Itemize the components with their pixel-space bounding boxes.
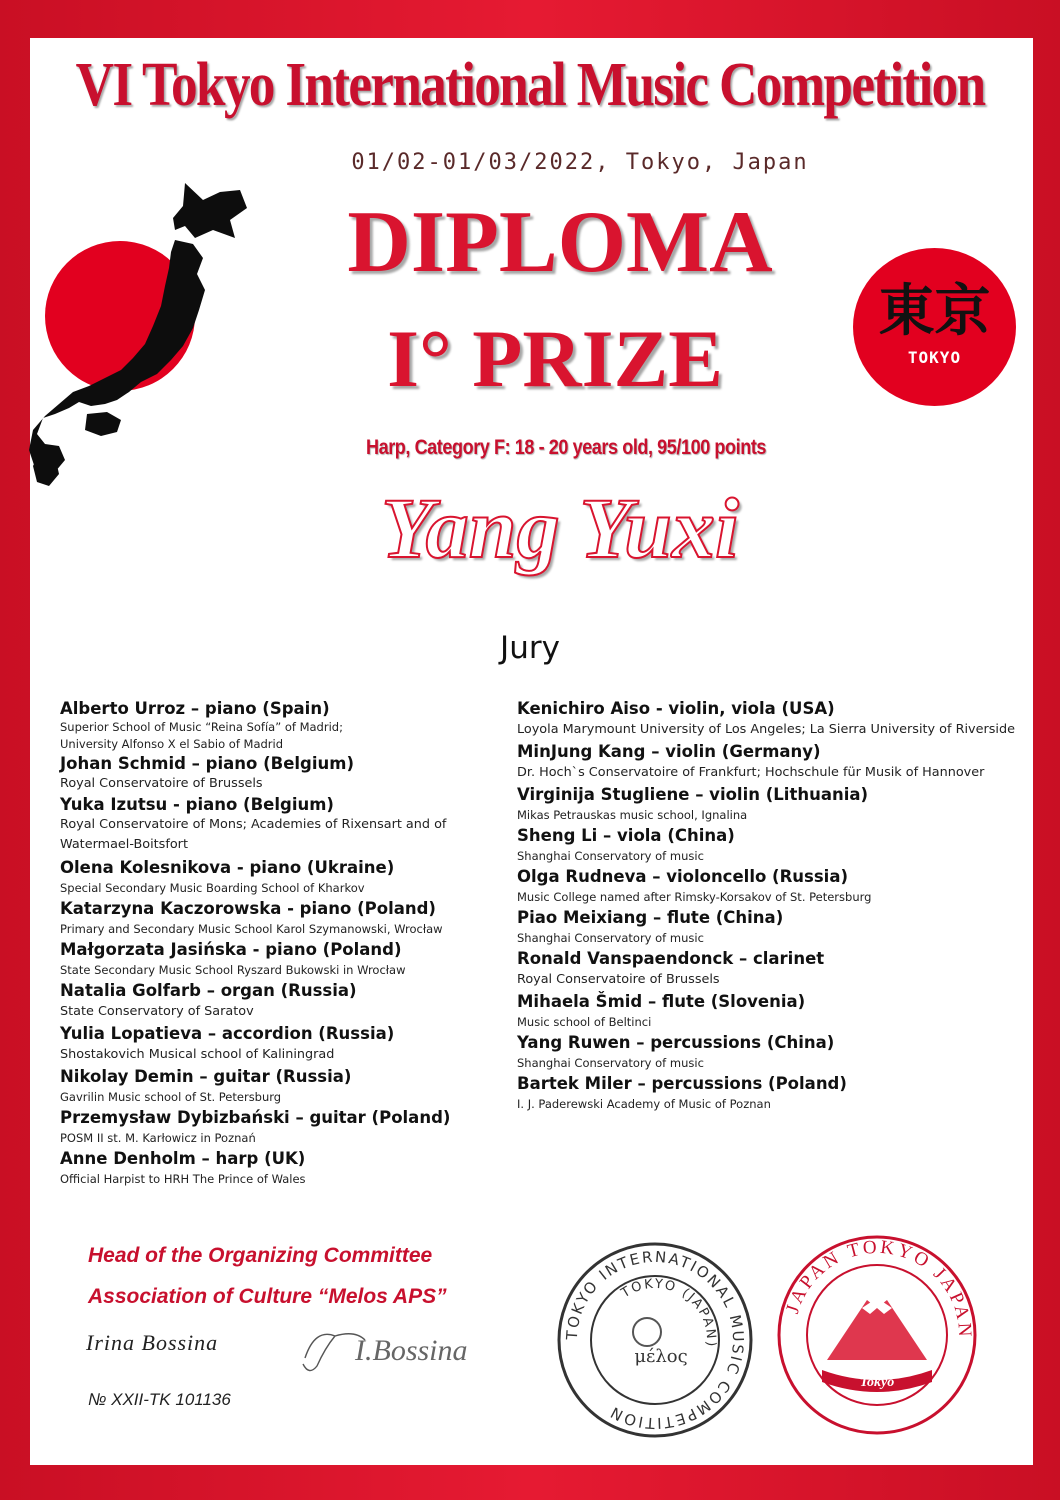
melos-stamp [555,1240,755,1440]
diploma-heading: DIPLOMA [347,194,773,291]
svg-text:TOKYO INTERNATIONAL MUSIC COMP: TOKYO INTERNATIONAL MUSIC COMPETITION [562,1247,748,1433]
jury-member [517,948,1027,991]
jury-member-institution: Gavrilin Music school of St. Petersburg [60,1090,282,1104]
jury-member-institution: Music College named after Rimsky-Korsakov of St. Petersburg [517,890,872,904]
svg-text:μέλος: μέλος [634,1346,688,1367]
jury-member [60,939,500,980]
jury-member [517,1032,1027,1073]
jury-member [60,698,500,753]
jury-member [517,825,1027,866]
jury-member-name: Yulia Lopatieva – accordion (Russia) [60,1024,395,1043]
jury-member-institution: State Secondary Music School Ryszard Bukowski in Wrocław [60,963,406,977]
jury-member-name: Mihaela Šmid – flute (Slovenia) [517,992,806,1011]
jury-member-name: Kenichiro Aiso - violin, viola (USA) [517,699,835,718]
jury-member-institution: Royal Conservatoire of Brussels [60,776,263,791]
jury-member-institution: Loyola Marymount University of Los Angeles; La Sierra University of Riverside [517,722,1015,737]
jury-member-name: Virginija Stugliene – violin (Lithuania) [517,785,869,804]
tokyo-kanji: 東京 [878,279,991,344]
jury-member [517,866,1027,907]
jury-list-right [517,698,1027,1114]
jury-list-left [60,698,500,1189]
jury-member-name: Katarzyna Kaczorowska - piano (Poland) [60,899,436,918]
jury-member-institution: Official Harpist to HRH The Prince of Wales [60,1172,306,1186]
jury-member-institution: Royal Conservatoire of Brussels [517,972,720,987]
jury-member [60,1148,500,1189]
jury-member [60,898,500,939]
jury-member-institution: Music school of Beltinci [517,1015,652,1029]
tokyo-badge [853,248,1016,406]
jury-member-institution: Superior School of Music “Reina Sofía” of Madrid; University Alfonso X el Sabio of Madrid [60,720,343,751]
signer-name: Irina Bossina [86,1330,219,1355]
competition-dates: 01/02-01/03/2022, Tokyo, Japan [351,150,809,175]
jury-member-name: Yang Ruwen – percussions (China) [517,1033,835,1052]
jury-member-name: Anne Denholm – harp (UK) [60,1149,306,1168]
tokyo-latin: TOKYO [907,348,962,367]
svg-text:Tokyo: Tokyo [859,1375,895,1390]
jury-member-name: MinJung Kang – violin (Germany) [517,742,821,761]
competition-title: VI Tokyo International Music Competition [75,51,985,119]
jury-member [60,753,500,794]
jury-member-institution: Shanghai Conservatory of music [517,931,704,945]
jury-member [60,1107,500,1148]
jury-member-institution: Mikas Petrauskas music school, Ignalina [517,808,748,822]
jury-member-institution: Primary and Secondary Music School Karol Szymanowski, Wrocław [60,922,443,936]
jury-member [517,741,1027,784]
jury-member-name: Alberto Urroz – piano (Spain) [60,699,330,718]
jury-member [60,857,500,898]
diploma-number: № XXII-TK 101136 [88,1390,231,1409]
organizing-association: Association of Culture “Melos APS” [88,1285,447,1308]
category-line: Harp, Category F: 18 - 20 years old, 95/100 points [365,436,767,459]
jury-member-institution: Shanghai Conservatory of music [517,849,704,863]
jury-member-name: Johan Schmid – piano (Belgium) [60,754,354,773]
jury-member-name: Sheng Li – viola (China) [517,826,735,845]
jury-member-name: Olga Rudneva – violoncello (Russia) [517,867,849,886]
jury-member-name: Małgorzata Jasińska - piano (Poland) [60,940,402,959]
jury-member [517,784,1027,825]
jury-title: Jury [500,630,560,666]
jury-member-institution: Royal Conservatoire of Mons; Academies of Rixensart and of Watermael-Boitsfort [60,817,447,852]
jury-member-institution: I. J. Paderewski Academy of Music of Poznan [517,1097,771,1111]
jury-member-institution: Shostakovich Musical school of Kaliningrad [60,1047,335,1062]
jury-member-institution: Dr. Hoch`s Conservatoire of Frankfurt; Hochschule für Musik of Hannover [517,765,985,780]
jury-member-name: Przemysław Dybizbański – guitar (Poland) [60,1108,451,1127]
japan-tokyo-stamp [772,1230,982,1440]
jury-member-name: Natalia Golfarb – organ (Russia) [60,981,357,1000]
jury-member-name: Nikolay Demin – guitar (Russia) [60,1067,352,1086]
jury-member [60,794,500,855]
jury-member [517,991,1027,1032]
jury-member [517,1073,1027,1114]
jury-member-name: Ronald Vanspaendonck – clarinet [517,949,825,968]
jury-member-institution: State Conservatory of Saratov [60,1004,254,1019]
jury-member-name: Olena Kolesnikova - piano (Ukraine) [60,858,395,877]
organizing-committee-title: Head of the Organizing Committee [88,1244,433,1267]
jury-member-name: Bartek Miler – percussions (Poland) [517,1074,847,1093]
svg-text:TOKYO (JAPAN): TOKYO (JAPAN) [618,1276,719,1349]
prize-heading: I° PRIZE [387,313,723,404]
winner-name: Yang Yuxi [381,480,739,576]
jury-member-name: Yuka Izutsu - piano (Belgium) [60,795,334,814]
handwritten-signature [295,1318,495,1378]
jury-member [60,1066,500,1107]
jury-member-institution: Special Secondary Music Boarding School of Kharkov [60,881,365,895]
jury-member-institution: Shanghai Conservatory of music [517,1056,704,1070]
jury-member-institution: POSM II st. M. Karłowicz in Poznań [60,1131,256,1145]
svg-text:JAPAN TOKYO JAPAN: JAPAN TOKYO JAPAN [782,1236,976,1340]
jury-member [60,1023,500,1066]
jury-member [60,980,500,1023]
jury-member-name: Piao Meixiang – flute (China) [517,908,784,927]
jury-member [517,907,1027,948]
svg-text:I.Bossina: I.Bossina [355,1334,468,1367]
jury-member [517,698,1027,741]
